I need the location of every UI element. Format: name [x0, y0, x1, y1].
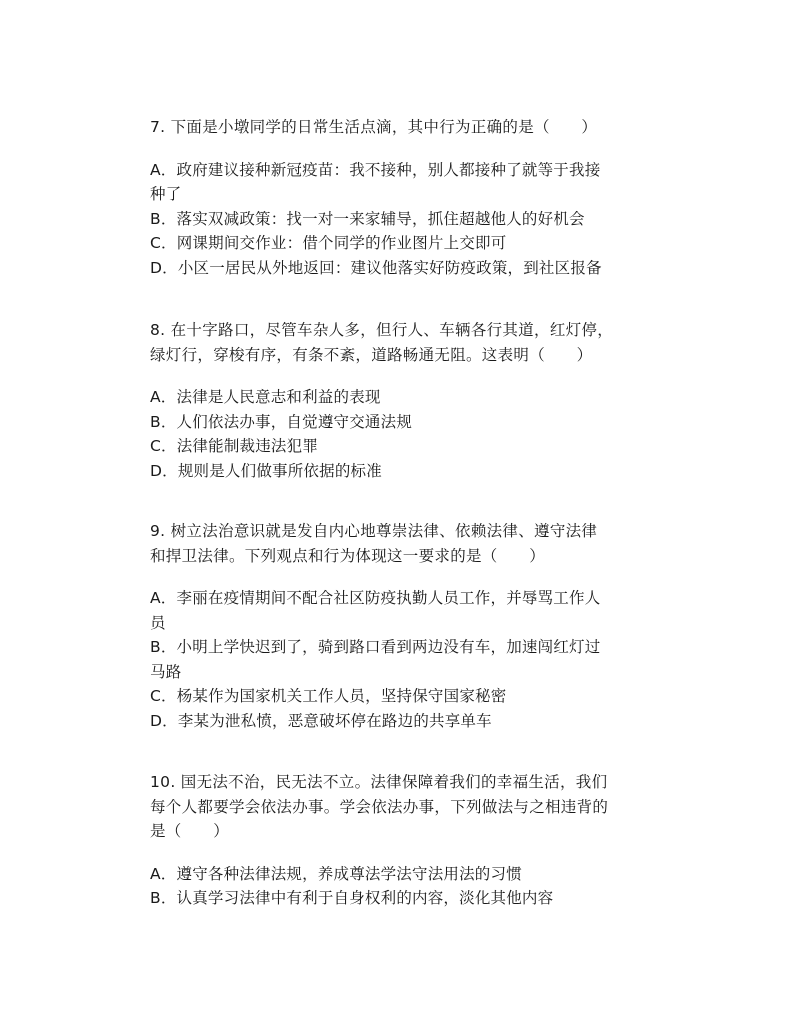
- option-d: [150, 256, 670, 281]
- question-stem: [150, 318, 670, 367]
- question-10: [150, 770, 670, 911]
- stem-line: 绿灯行，穿梭有序，有条不紊，道路畅通无阻。这表明（ ）: [150, 345, 593, 364]
- question-8: [150, 318, 670, 483]
- option-line: A．政府建议接种新冠疫苗：我不接种，别人都接种了就等于我接: [150, 160, 601, 179]
- stem-line: 是（ ）: [150, 822, 230, 840]
- question-stem: [150, 519, 670, 568]
- option-a: [150, 158, 670, 207]
- stem-line: 和捍卫法律。下列观点和行为体现这一要求的是（ ）: [150, 546, 546, 565]
- option-line: D．小区一居民从外地返回：建议他落实好防疫政策，到社区报备: [150, 258, 602, 277]
- option-d: [150, 459, 670, 484]
- option-line: 马路: [150, 662, 182, 681]
- stem-line: 10. 国无法不治，民无法不立。法律保障着我们的幸福生活，我们: [150, 773, 608, 791]
- option-c: [150, 231, 670, 256]
- option-line: B．落实双减政策：找一对一来家辅导，抓住超越他人的好机会: [150, 209, 585, 228]
- option-d: [150, 709, 670, 734]
- option-line: B．小明上学快迟到了，骑到路口看到两边没有车，加速闯红灯过: [150, 638, 601, 656]
- option-c: [150, 684, 670, 709]
- option-b: [150, 635, 670, 684]
- option-line: C．网课期间交作业：借个同学的作业图片上交即可: [150, 234, 507, 252]
- option-a: [150, 586, 670, 635]
- stem-line: 8. 在十字路口，尽管车杂人多，但行人、车辆各行其道，红灯停，: [150, 321, 614, 339]
- option-line: A．遵守各种法律法规，养成尊法学法守法用法的习惯: [150, 864, 522, 883]
- question-7: [150, 115, 670, 280]
- option-b: [150, 207, 670, 232]
- option-line: B．人们依法办事，自觉遵守交通法规: [150, 412, 413, 431]
- option-a: [150, 862, 670, 887]
- option-line: D．规则是人们做事所依据的标准: [150, 461, 382, 480]
- stem-line: 9. 树立法治意识就是发自内心地尊崇法律、依赖法律、遵守法律: [150, 522, 598, 540]
- question-stem: [150, 115, 670, 140]
- option-c: [150, 434, 670, 459]
- option-line: D．李某为泄私愤，恶意破坏停在路边的共享单车: [150, 711, 492, 730]
- option-line: C．法律能制裁违法犯罪: [150, 437, 319, 455]
- option-b: [150, 410, 670, 435]
- option-line: A．法律是人民意志和利益的表现: [150, 388, 381, 406]
- option-line: C．杨某作为国家机关工作人员，坚持保守国家秘密: [150, 687, 507, 705]
- option-line: B．认真学习法律中有利于自身权利的内容，淡化其他内容: [150, 889, 554, 907]
- option-line: 员: [150, 613, 166, 632]
- stem-line: 7. 下面是小墩同学的日常生活点滴，其中行为正确的是（ ）: [150, 118, 598, 136]
- question-stem: [150, 770, 670, 844]
- option-b: [150, 886, 670, 911]
- stem-line: 每个人都要学会依法办事。学会依法办事，下列做法与之相违背的: [150, 797, 609, 816]
- option-a: [150, 385, 670, 410]
- option-line: A．李丽在疫情期间不配合社区防疫执勤人员工作，并辱骂工作人: [150, 589, 601, 607]
- option-line: 种了: [150, 185, 182, 203]
- question-9: [150, 519, 670, 733]
